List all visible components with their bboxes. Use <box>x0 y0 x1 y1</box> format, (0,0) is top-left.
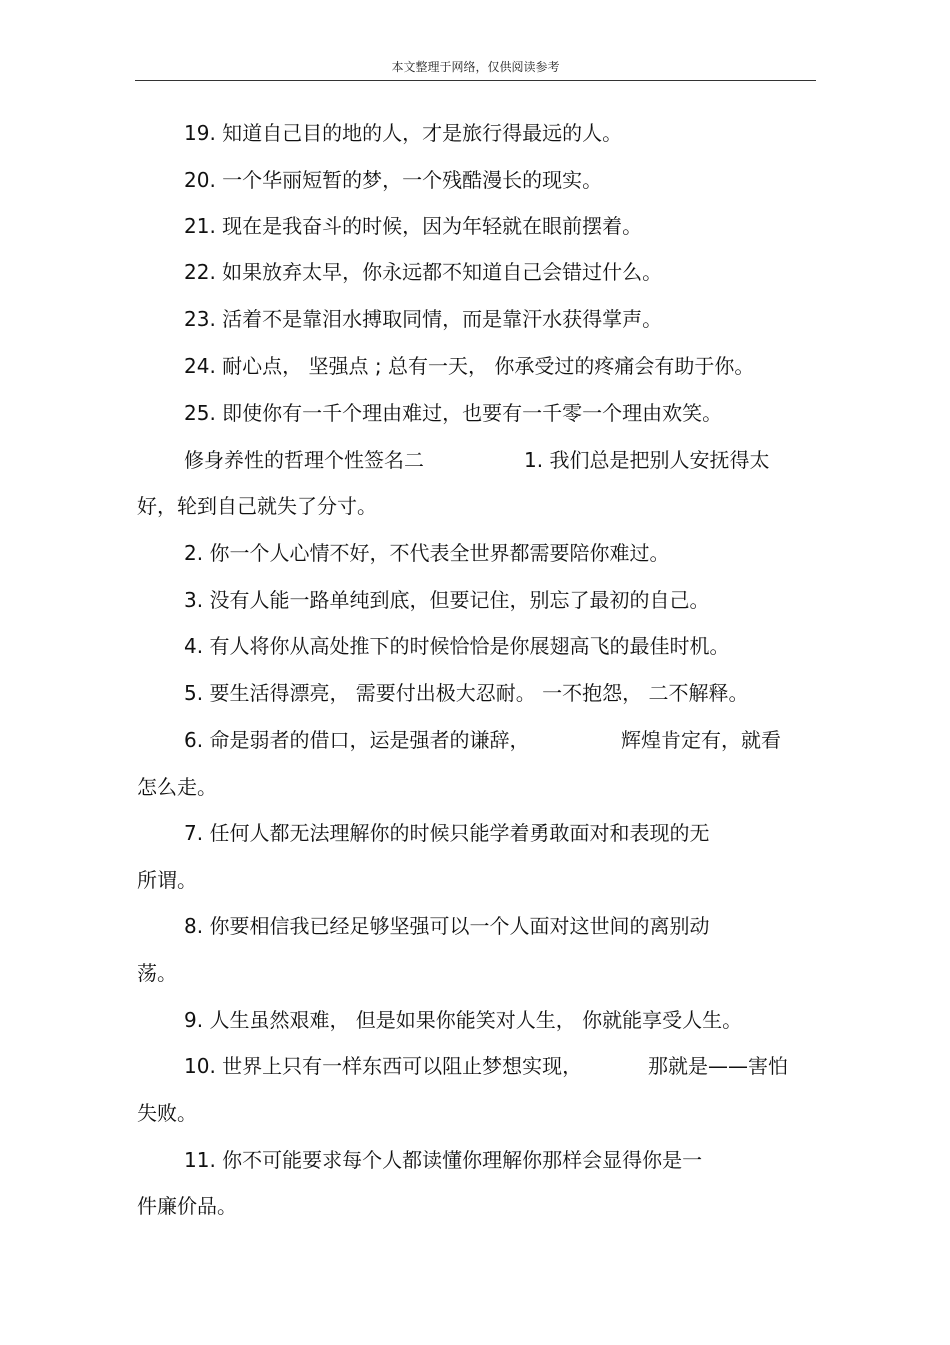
quote-s3: 3. 没有人能一路单纯到底，但要记住，别忘了最初的自己。 <box>184 588 710 612</box>
section-title: 修身养性的哲理个性签名二 <box>184 448 424 472</box>
page-header: 本文整理于网络，仅供阅读参考 <box>391 60 560 74</box>
quote-21: 21. 现在是我奋斗的时候，因为年轻就在眼前摆着。 <box>184 214 643 238</box>
quote-s8-part2: 荡。 <box>137 961 177 985</box>
quote-s1-part1: 1. 我们总是把别人安抚得太 <box>524 448 770 472</box>
quote-s11-part1: 11. 你不可能要求每个人都读懂你理解你那样会显得你是一 <box>184 1148 703 1172</box>
quote-s9: 9. 人生虽然艰难， 但是如果你能笑对人生， 你就能享受人生。 <box>184 1008 743 1032</box>
quote-s4: 4. 有人将你从高处推下的时候恰恰是你展翅高飞的最佳时机。 <box>184 634 730 658</box>
quote-s10-part2: 那就是——害怕 <box>648 1054 788 1078</box>
quote-s1-part2: 好，轮到自己就失了分寸。 <box>137 494 377 518</box>
quote-19: 19. 知道自己目的地的人，才是旅行得最远的人。 <box>184 121 623 145</box>
quote-24: 24. 耐心点， 坚强点 ; 总有一天， 你承受过的疼痛会有助于你。 <box>184 354 755 378</box>
quote-s7-part2: 所谓。 <box>137 868 197 892</box>
quote-20: 20. 一个华丽短暂的梦，一个残酷漫长的现实。 <box>184 168 603 192</box>
quote-s8-part1: 8. 你要相信我已经足够坚强可以一个人面对这世间的离别动 <box>184 914 710 938</box>
quote-s2: 2. 你一个人心情不好，不代表全世界都需要陪你难过。 <box>184 541 670 565</box>
quote-23: 23. 活着不是靠泪水搏取同情，而是靠汗水获得掌声。 <box>184 307 663 331</box>
quote-25: 25. 即使你有一千个理由难过，也要有一千零一个理由欢笑。 <box>184 401 723 425</box>
quote-s10-part3: 失败。 <box>137 1101 197 1125</box>
quote-s5: 5. 要生活得漂亮， 需要付出极大忍耐。 一不抱怨， 二不解释。 <box>184 681 749 705</box>
quote-s7-part1: 7. 任何人都无法理解你的时候只能学着勇敢面对和表现的无 <box>184 821 710 845</box>
quote-s6-part3: 怎么走。 <box>137 775 217 799</box>
quote-s6-part2: 辉煌肯定有，就看 <box>621 728 781 752</box>
quote-s6-part1: 6. 命是弱者的借口，运是强者的谦辞， <box>184 728 530 752</box>
quote-s10-part1: 10. 世界上只有一样东西可以阻止梦想实现， <box>184 1054 583 1078</box>
quote-22: 22. 如果放弃太早，你永远都不知道自己会错过什么。 <box>184 260 663 284</box>
quote-s11-part2: 件廉价品。 <box>137 1194 237 1218</box>
header-rule <box>135 80 816 81</box>
